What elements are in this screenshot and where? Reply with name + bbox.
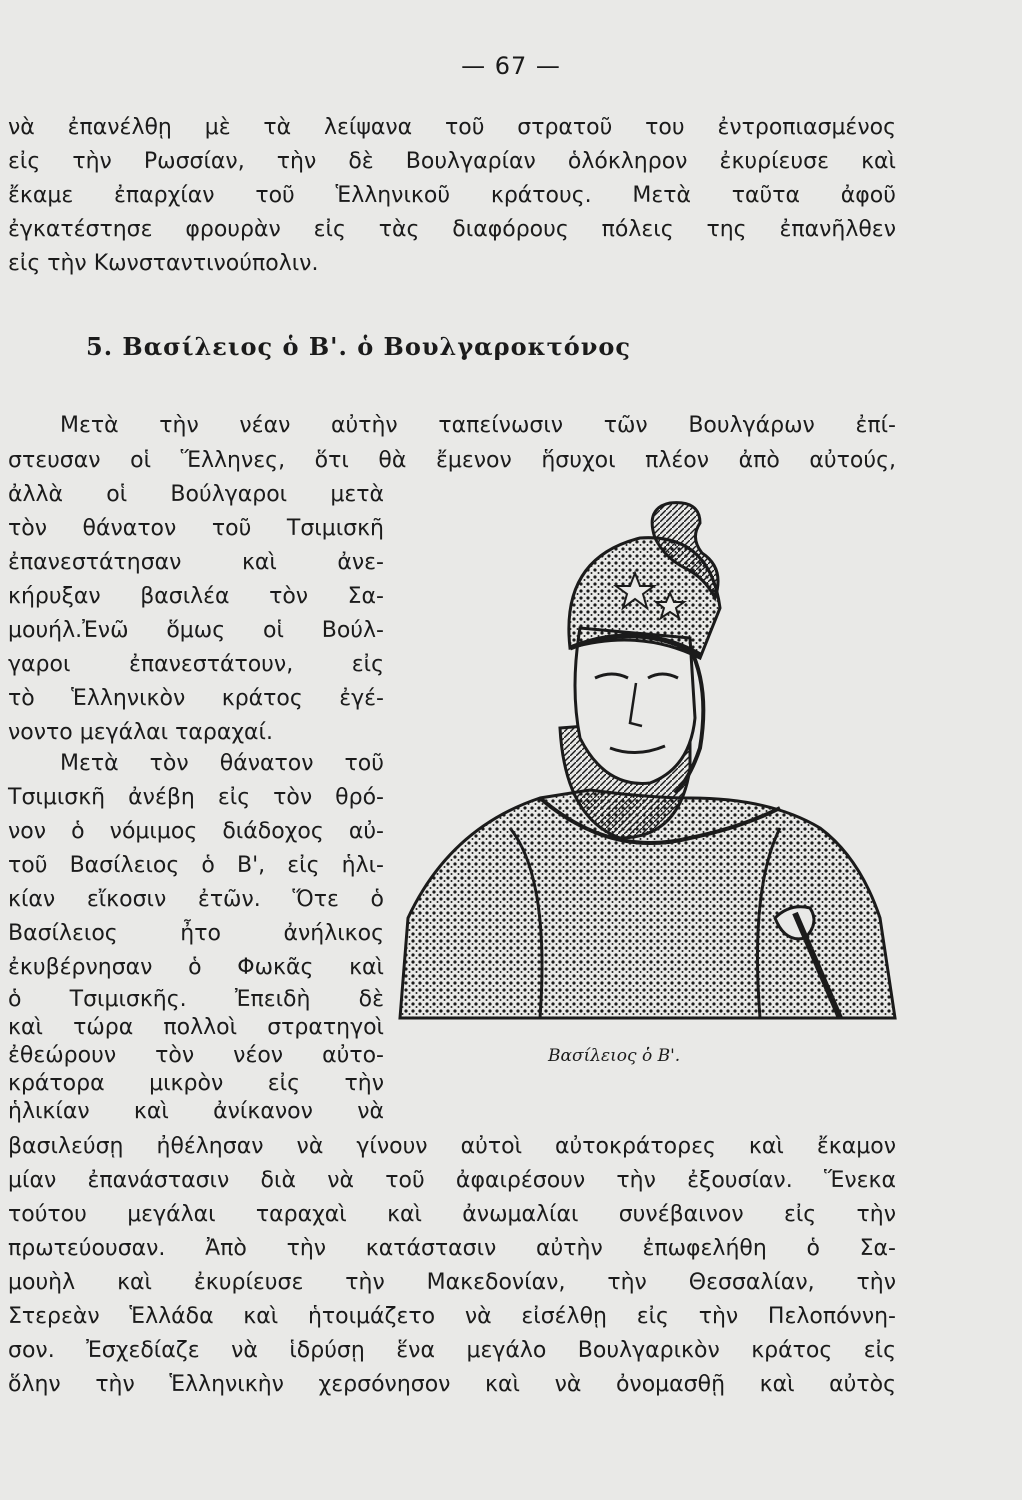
text-line: κίαν εἴκοσιν ἐτῶν. Ὅτε ὁ xyxy=(8,887,384,912)
text-line: ἐθεώρουν τὸν νέον αὐτο- xyxy=(8,1043,384,1068)
text-line: μουὴλ καὶ ἐκυρίευσε τὴν Μακεδονίαν, τὴν Θεσσαλίαν, τὴν xyxy=(8,1270,896,1295)
text-line: βασιλεύσῃ ἠθέλησαν νὰ γίνουν αὐτοὶ αὐτοκράτορες καὶ ἔκαμον xyxy=(8,1134,896,1159)
text-line: σον. Ἐσχεδίαζε νὰ ἱδρύσῃ ἕνα μεγάλο Βουλγαρικὸν κράτος εἰς xyxy=(8,1338,896,1363)
text-line: πρωτεύουσαν. Ἀπὸ τὴν κατάστασιν αὐτὴν ἐπωφελήθη ὁ Σα- xyxy=(8,1236,896,1261)
text-line: κήρυξαν βασιλέα τὸν Σα- xyxy=(8,584,384,609)
text-line: ὅλην τὴν Ἑλληνικὴν χερσόνησον καὶ νὰ ὀνομασθῇ καὶ αὐτὸς xyxy=(8,1372,896,1397)
figure-caption: Βασίλειος ὁ Β'. xyxy=(548,1046,681,1066)
text-line: τοῦ Βασίλειος ὁ Β', εἰς ἡλι- xyxy=(8,853,384,878)
text-line: μουήλ.Ἐνῶ ὅμως οἱ Βούλ- xyxy=(8,618,384,643)
text-line: Μετὰ τὴν νέαν αὐτὴν ταπείνωσιν τῶν Βουλγάρων ἐπί- xyxy=(60,413,896,438)
text-line: ἐγκατέστησε φρουρὰν εἰς τὰς διαφόρους πόλεις της ἐπανῆλθεν xyxy=(8,217,896,242)
text-line: εἰς τὴν Ρωσσίαν, τὴν δὲ Βουλγαρίαν ὁλόκληρον ἐκυρίευσε καὶ xyxy=(8,149,896,174)
emperor-portrait-illustration xyxy=(390,498,900,1023)
text-line: καὶ τώρα πολλοὶ στρατηγοὶ xyxy=(8,1015,384,1040)
text-line: στευσαν οἱ Ἕλληνες, ὅτι θὰ ἔμενον ἥσυχοι πλέον ἀπὸ αὐτούς, xyxy=(8,448,896,473)
text-line: τούτου μεγάλαι ταραχαὶ καὶ ἀνωμαλίαι συνέβαινον εἰς τὴν xyxy=(8,1202,896,1227)
text-line: κράτορα μικρὸν εἰς τὴν xyxy=(8,1071,384,1096)
text-line: ἡλικίαν καὶ ἀνίκανον νὰ xyxy=(8,1099,384,1124)
text-line: νὰ ἐπανέλθῃ μὲ τὰ λείψανα τοῦ στρατοῦ του ἐντροπιασμένος xyxy=(8,115,896,140)
text-line: Τσιμισκῆ ἀνέβη εἰς τὸν θρό- xyxy=(8,785,384,810)
text-line: ὁ Τσιμισκῆς. Ἐπειδὴ δὲ xyxy=(8,987,384,1012)
text-line: ἔκαμε ἐπαρχίαν τοῦ Ἑλληνικοῦ κράτους. Μετὰ ταῦτα ἀφοῦ xyxy=(8,183,896,208)
text-line: Βασίλειος ἦτο ἀνήλικος xyxy=(8,921,384,946)
text-line: γαροι ἐπανεστάτουν, εἰς xyxy=(8,652,384,677)
section-heading: 5. Βασίλειος ὁ Β'. ὁ Βουλγαροκτόνος xyxy=(86,332,632,361)
text-line: εἰς τὴν Κωνσταντινούπολιν. xyxy=(8,251,319,276)
text-line: Στερεὰν Ἑλλάδα καὶ ἡτοιμάζετο νὰ εἰσέλθῃ εἰς τὴν Πελοπόννη- xyxy=(8,1304,896,1329)
text-line: νοντο μεγάλαι ταραχαί. xyxy=(8,720,273,745)
text-line: μίαν ἐπανάστασιν διὰ νὰ τοῦ ἀφαιρέσουν τὴν ἐξουσίαν. Ἕνεκα xyxy=(8,1168,896,1193)
text-line: ἀλλὰ οἱ Βούλγαροι μετὰ xyxy=(8,482,384,507)
text-line: ἐπανεστάτησαν καὶ ἀνε- xyxy=(8,550,384,575)
text-line: τὸ Ἑλληνικὸν κράτος ἐγέ- xyxy=(8,686,384,711)
page-number: — 67 — xyxy=(461,52,561,80)
text-line: ἐκυβέρνησαν ὁ Φωκᾶς καὶ xyxy=(8,955,384,980)
text-line: Μετὰ τὸν θάνατον τοῦ xyxy=(60,751,384,776)
text-line: τὸν θάνατον τοῦ Τσιμισκῆ xyxy=(8,516,384,541)
text-line: νον ὁ νόμιμος διάδοχος αὐ- xyxy=(8,819,384,844)
